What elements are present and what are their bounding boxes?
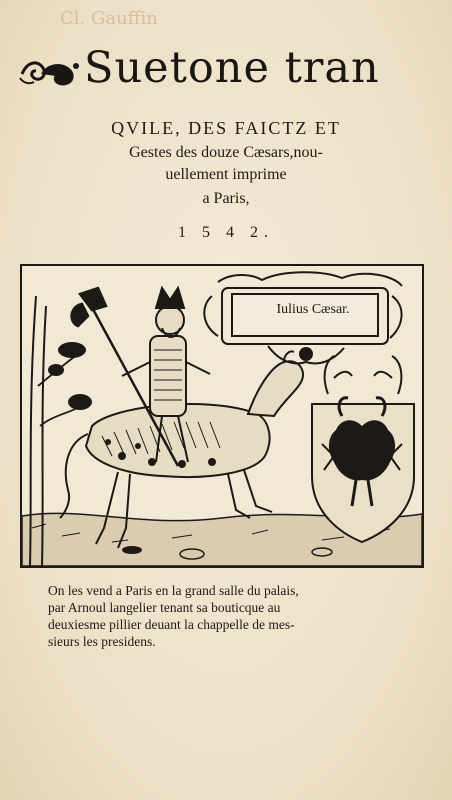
imprint — [48, 582, 418, 650]
imprint-line-2: par Arnoul langelier tenant sa bouticque au — [48, 600, 281, 615]
title-row — [18, 38, 438, 98]
fleuron-ornament-icon — [18, 54, 80, 90]
title-line-4: a Paris, — [202, 190, 250, 207]
bleed-through-inscription: Cl. Gauffin — [60, 8, 158, 29]
title-main: Suetone tran — [84, 43, 380, 93]
imprint-line-4: sieurs les presidens. — [48, 634, 156, 649]
cherub-head — [299, 347, 313, 361]
title-line-3: uellement imprime — [165, 166, 287, 183]
tree-foliage — [48, 342, 92, 410]
title-line-2: Gestes des douze Cæsars,nou- — [129, 144, 323, 161]
imprint-line-1: On les vend a Paris en la grand salle du palais, — [48, 583, 299, 598]
woodcut-illustration — [20, 264, 424, 568]
imprint-line-3: deuxiesme pillier deuant la chappelle de mes- — [48, 617, 295, 632]
cartouche-label: Iulius Cæsar. — [276, 302, 350, 317]
publication-year: 1 5 4 2. — [178, 224, 274, 241]
title-line-1: QVILE, DES FAICTZ ET — [111, 118, 341, 138]
